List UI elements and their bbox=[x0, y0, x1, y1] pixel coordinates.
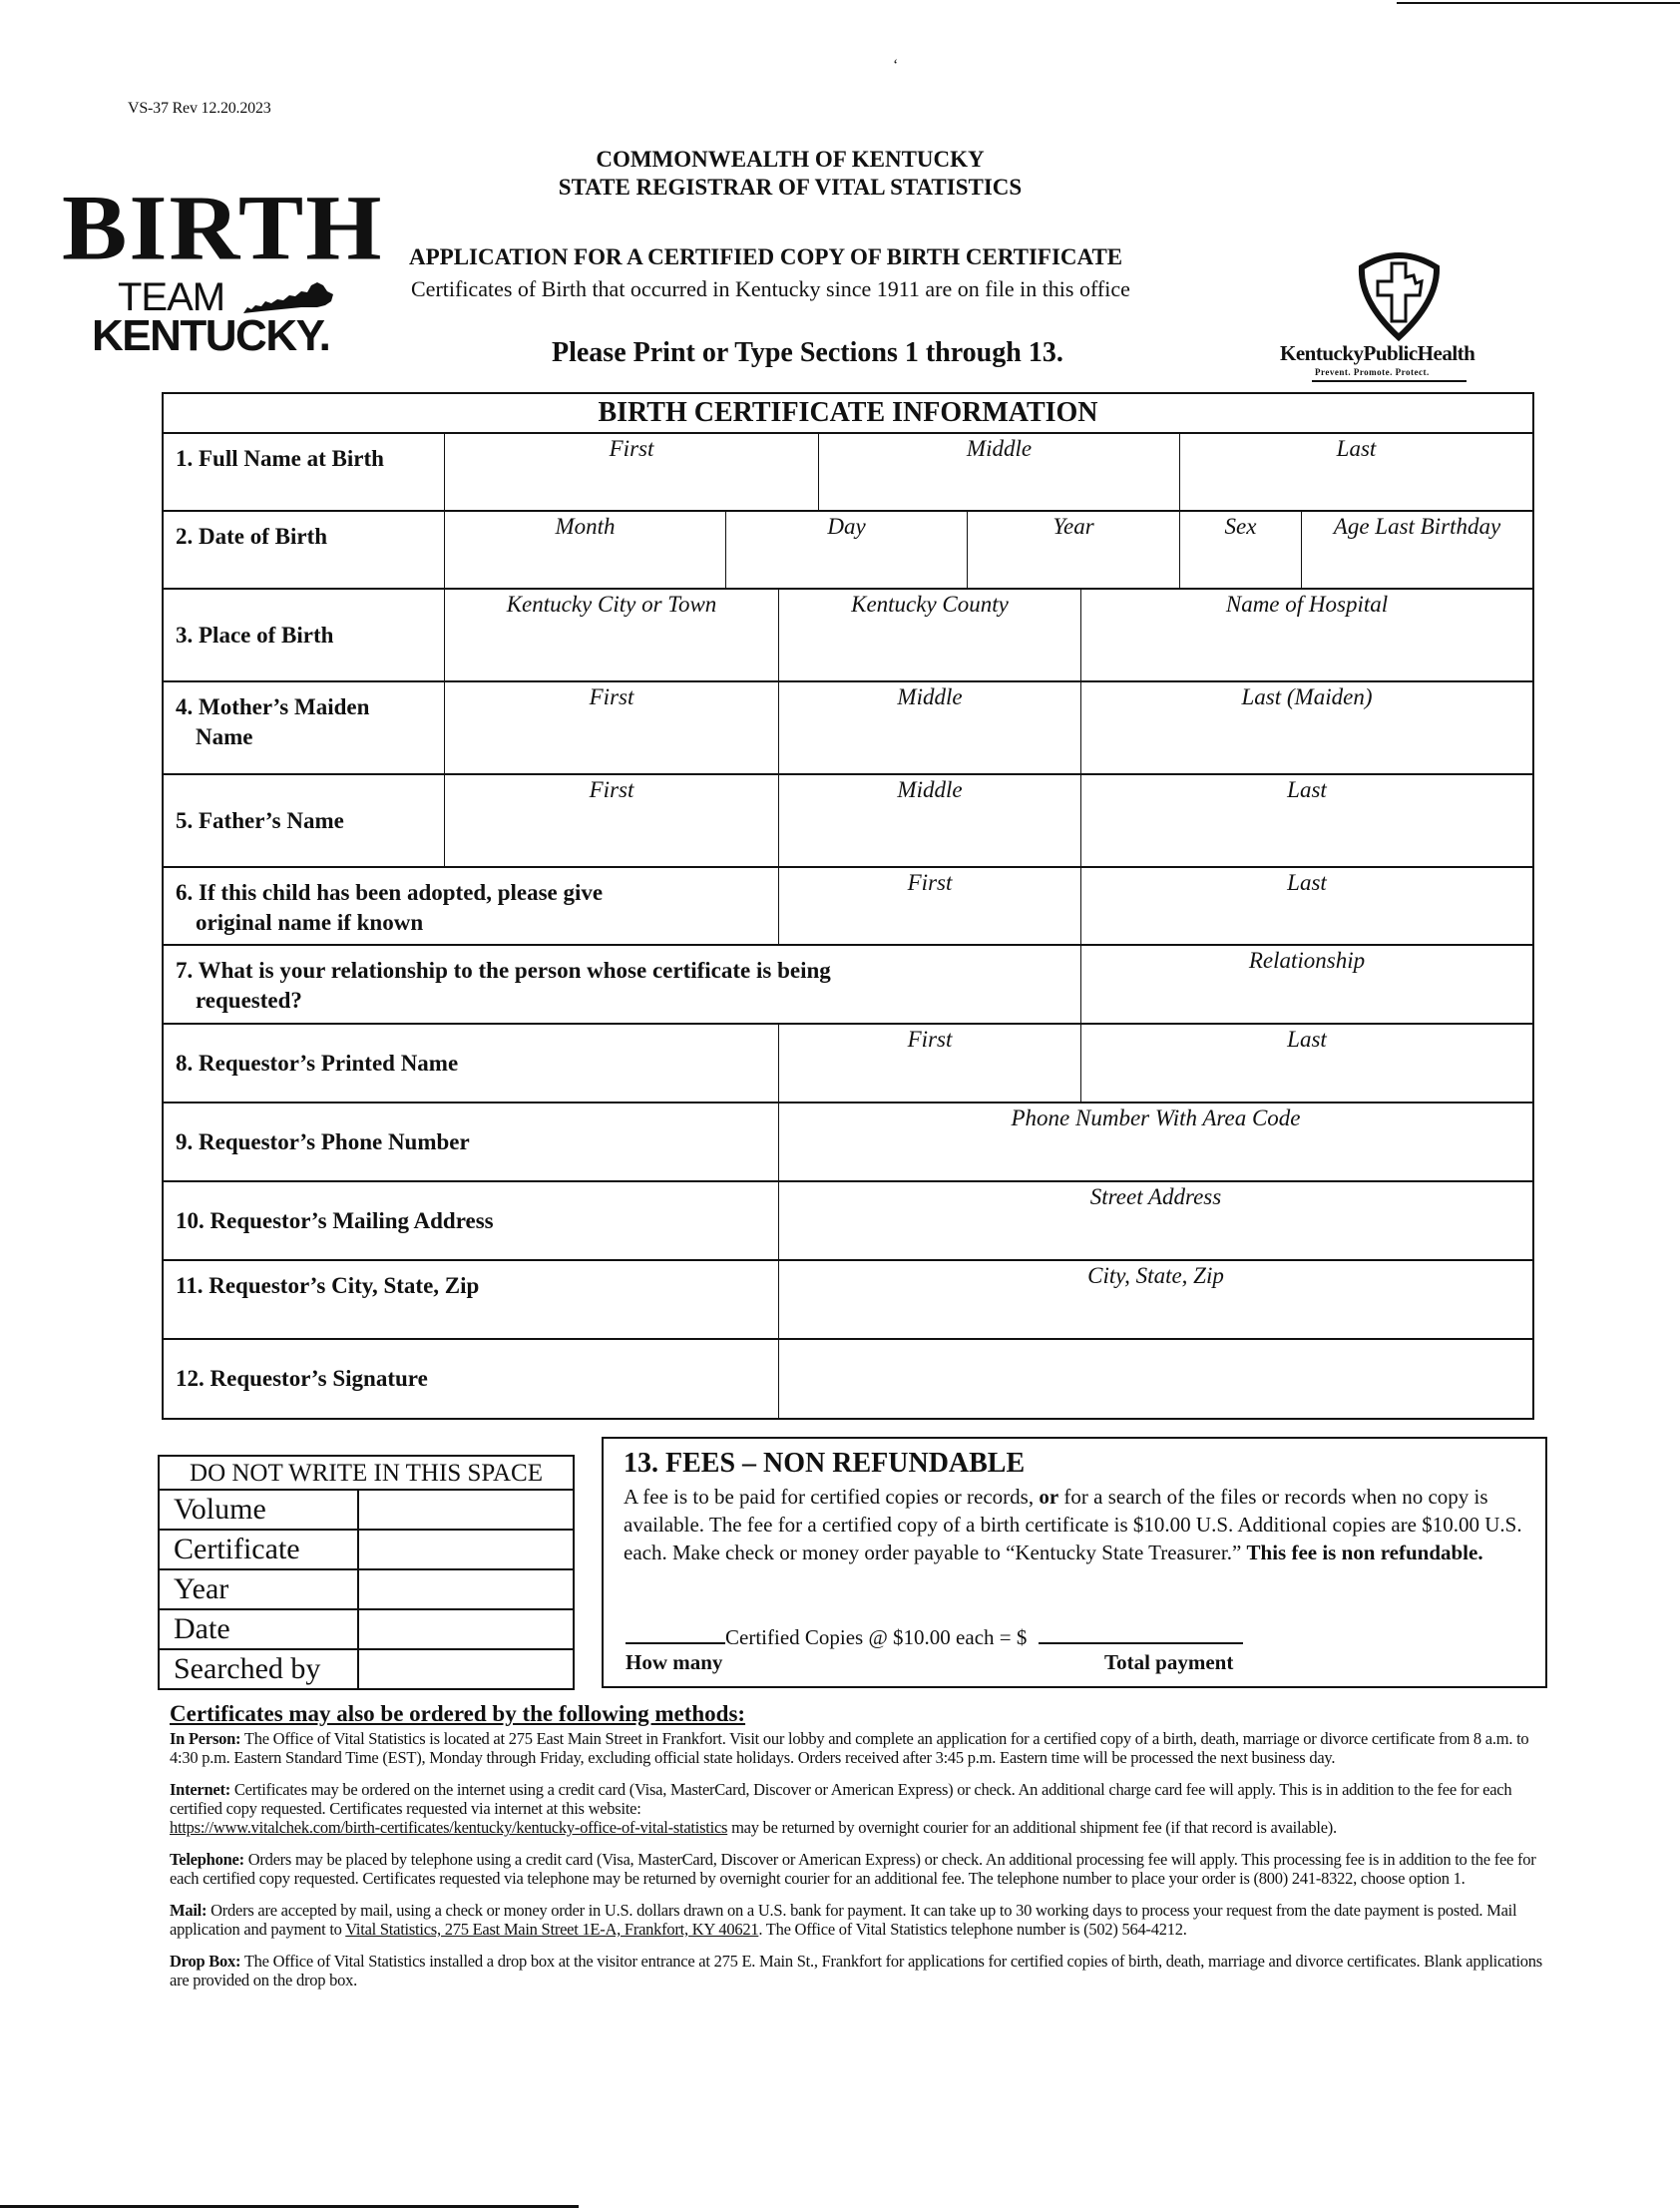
calc-text: Certified Copies @ $10.00 each = $ bbox=[725, 1625, 1028, 1649]
birth-logo: BIRTH bbox=[62, 177, 384, 280]
original-first-name-field[interactable] bbox=[778, 868, 1080, 944]
age-last-birthday-field[interactable] bbox=[1301, 512, 1532, 588]
field-label: 2. Date of Birth bbox=[176, 524, 328, 549]
scan-edge-line bbox=[1397, 2, 1680, 4]
method-text: . The Office of Vital Statistics telephone number is (502) 564-4212. bbox=[758, 1920, 1187, 1939]
searched-by-field bbox=[359, 1650, 573, 1688]
office-row-label: Year bbox=[160, 1570, 359, 1608]
field-caption: Last bbox=[1287, 777, 1327, 802]
office-use-box bbox=[158, 1455, 575, 1690]
last-name-field[interactable] bbox=[1179, 434, 1532, 510]
field-caption: Phone Number With Area Code bbox=[1011, 1105, 1301, 1130]
agency-line-2: STATE REGISTRAR OF VITAL STATISTICS bbox=[558, 174, 1023, 200]
table-title: BIRTH CERTIFICATE INFORMATION bbox=[164, 394, 1532, 434]
fees-description bbox=[624, 1483, 1526, 1566]
sex-field[interactable] bbox=[1179, 512, 1301, 588]
field-caption: Last (Maiden) bbox=[1241, 684, 1373, 709]
field-label bbox=[164, 682, 444, 773]
field-label: 1. Full Name at Birth bbox=[176, 446, 384, 471]
field-caption: Middle bbox=[897, 777, 963, 802]
agency-heading bbox=[0, 146, 1680, 201]
birth-year-field[interactable] bbox=[967, 512, 1179, 588]
method-label: Mail: bbox=[170, 1901, 208, 1920]
method-drop-box bbox=[170, 1952, 1546, 1989]
field-caption: Day bbox=[827, 514, 866, 539]
row-mothers-maiden-name bbox=[164, 682, 1532, 775]
field-caption: Kentucky City or Town bbox=[506, 592, 717, 617]
mother-maiden-last-name-field[interactable] bbox=[1080, 682, 1532, 773]
father-first-name-field[interactable] bbox=[444, 775, 778, 866]
field-caption: Month bbox=[555, 514, 616, 539]
non-refundable-notice: This fee is non refundable. bbox=[1246, 1541, 1483, 1564]
form-id: VS-37 Rev 12.20.2023 bbox=[128, 100, 271, 117]
methods-heading: Certificates may also be ordered by the following methods: bbox=[170, 1701, 746, 1726]
scan-mark: ‘ bbox=[893, 57, 899, 74]
label-line-1: 7. What is your relationship to the person whose certificate is being bbox=[176, 958, 831, 983]
hospital-name-field[interactable] bbox=[1080, 590, 1532, 680]
date-field bbox=[359, 1610, 573, 1648]
birth-day-field[interactable] bbox=[725, 512, 967, 588]
certificate-field bbox=[359, 1531, 573, 1568]
field-caption: Last bbox=[1287, 1027, 1327, 1052]
field-caption: City, State, Zip bbox=[1087, 1263, 1224, 1288]
team-kentucky-team: TEAM bbox=[118, 275, 225, 319]
birth-certificate-info-table bbox=[162, 392, 1534, 1420]
relationship-field[interactable] bbox=[1080, 946, 1532, 1023]
method-text: may be returned by overnight courier for an additional shipment fee (if that record is available). bbox=[727, 1818, 1337, 1837]
field-caption: Year bbox=[1052, 514, 1094, 539]
kentucky-state-icon bbox=[241, 279, 336, 315]
application-title: APPLICATION FOR A CERTIFIED COPY OF BIRTH CERTIFICATE bbox=[409, 244, 1123, 269]
field-caption: Relationship bbox=[1248, 948, 1366, 973]
requestor-first-name-field[interactable] bbox=[778, 1025, 1080, 1102]
year-field bbox=[359, 1570, 573, 1608]
father-last-name-field[interactable] bbox=[1080, 775, 1532, 866]
label-line-2: original name if known bbox=[196, 910, 424, 935]
total-payment-input[interactable] bbox=[1039, 1622, 1243, 1644]
field-caption: First bbox=[589, 777, 634, 802]
field-caption: Sex bbox=[1224, 514, 1257, 539]
mailing-address: Vital Statistics, 275 East Main Street 1E-A, Frankfort, KY 40621 bbox=[345, 1920, 759, 1939]
row-requestor-city-state-zip bbox=[164, 1261, 1532, 1340]
requestor-last-name-field[interactable] bbox=[1080, 1025, 1532, 1102]
label-line-2: Name bbox=[196, 724, 253, 749]
field-caption: Middle bbox=[966, 436, 1033, 461]
field-caption: First bbox=[907, 870, 953, 895]
fees-box bbox=[602, 1437, 1547, 1688]
middle-name-field[interactable] bbox=[818, 434, 1179, 510]
field-label: 3. Place of Birth bbox=[176, 622, 334, 648]
fee-calculation-line bbox=[626, 1622, 1243, 1650]
office-row-label: Searched by bbox=[160, 1650, 359, 1688]
team-kentucky-wordmark: KENTUCKY. bbox=[92, 311, 330, 360]
method-internet bbox=[170, 1780, 1546, 1837]
method-text: The Office of Vital Statistics is located at 275 East Main Street in Frankfort. Visit our lobby and complete an application for a certified copy of a birth, death, marriage or divorce certificate from 8 a.m. to 4:30 p.m. Eastern Standard Time (EST), Monday through Friday, excluding official state holidays. Orders received after 3:45 p.m. Eastern time will be processed the next business day. bbox=[170, 1729, 1529, 1767]
row-adoption-original-name bbox=[164, 868, 1532, 946]
label-line-1: 6. If this child has been adopted, please give bbox=[176, 880, 604, 905]
label-line-2: requested? bbox=[196, 988, 302, 1013]
method-label: In Person: bbox=[170, 1729, 241, 1748]
kentucky-public-health-shield-icon bbox=[1352, 249, 1447, 341]
mother-first-name-field[interactable] bbox=[444, 682, 778, 773]
agency-line-1: COMMONWEALTH OF KENTUCKY bbox=[596, 147, 985, 172]
office-use-title: DO NOT WRITE IN THIS SPACE bbox=[160, 1457, 573, 1491]
field-caption: Age Last Birthday bbox=[1333, 514, 1501, 539]
method-text: Orders are accepted by mail, using a check or money order in U.S. dollars drawn on a U.S. bank for payment. It can take up to 30 working days to process your request from the date payment is posted. Mail application and payment to bbox=[170, 1901, 1517, 1939]
city-or-town-field[interactable] bbox=[444, 590, 778, 680]
row-requestor-phone bbox=[164, 1104, 1532, 1182]
method-label: Internet: bbox=[170, 1780, 230, 1799]
row-place-of-birth bbox=[164, 590, 1532, 682]
field-label: 8. Requestor’s Printed Name bbox=[176, 1050, 459, 1076]
print-instruction: Please Print or Type Sections 1 through 13. bbox=[552, 337, 1063, 368]
volume-field bbox=[359, 1491, 573, 1529]
method-text: Orders may be placed by telephone using a credit card (Visa, MasterCard, Discover or American Express) or check. An additional processing fee will apply. This processing fee is in addition to the fee for each certified copy requested. Certificates requested via telephone may be returned by overnight courier for an additional fee. The telephone number to place your order is (800) 241-8322, choose option 1. bbox=[170, 1850, 1536, 1888]
office-row bbox=[160, 1610, 573, 1650]
row-requestor-signature bbox=[164, 1340, 1532, 1418]
street-address-field[interactable] bbox=[778, 1182, 1532, 1259]
row-date-of-birth bbox=[164, 512, 1532, 590]
field-label: 10. Requestor’s Mailing Address bbox=[176, 1207, 494, 1233]
mother-middle-name-field[interactable] bbox=[778, 682, 1080, 773]
field-label bbox=[164, 946, 1080, 1023]
field-label: 5. Father’s Name bbox=[176, 807, 344, 833]
label-line-1: 4. Mother’s Maiden bbox=[176, 694, 370, 719]
county-field[interactable] bbox=[778, 590, 1080, 680]
field-caption: Middle bbox=[897, 684, 963, 709]
office-row bbox=[160, 1650, 573, 1688]
office-row-label: Volume bbox=[160, 1491, 359, 1529]
method-telephone bbox=[170, 1850, 1546, 1888]
field-caption: First bbox=[907, 1027, 953, 1052]
first-name-field[interactable] bbox=[444, 434, 818, 510]
method-label: Drop Box: bbox=[170, 1952, 241, 1971]
office-row bbox=[160, 1491, 573, 1531]
field-caption: Name of Hospital bbox=[1225, 592, 1389, 617]
application-subtitle: Certificates of Birth that occurred in Kentucky since 1911 are on file in this office bbox=[411, 276, 1130, 301]
office-row-label: Certificate bbox=[160, 1531, 359, 1568]
row-requestor-name bbox=[164, 1025, 1532, 1104]
field-label: 12. Requestor’s Signature bbox=[176, 1366, 428, 1391]
how-many-label: How many bbox=[626, 1650, 723, 1674]
original-last-name-field[interactable] bbox=[1080, 868, 1532, 944]
field-caption: Street Address bbox=[1089, 1184, 1222, 1209]
kentucky-public-health-tagline: Prevent. Promote. Protect. bbox=[1315, 367, 1430, 377]
row-requestor-mailing-address bbox=[164, 1182, 1532, 1261]
field-caption: Last bbox=[1287, 870, 1327, 895]
field-label: 11. Requestor’s City, State, Zip bbox=[176, 1273, 480, 1298]
how-many-input[interactable] bbox=[626, 1622, 725, 1644]
row-relationship bbox=[164, 946, 1532, 1025]
field-label bbox=[164, 868, 778, 944]
total-payment-label: Total payment bbox=[1104, 1650, 1234, 1674]
row-full-name bbox=[164, 434, 1532, 512]
phone-number-field[interactable] bbox=[778, 1104, 1532, 1180]
fees-text: for a search of the files or records when no copy is available. The fee for a certified copy of a birth certificate is $10.00 U.S. Additional copies are $10.00 U.S. each. Make check or money order payable to “Kentucky State Treasurer.” bbox=[624, 1485, 1522, 1564]
ordering-methods bbox=[170, 1701, 1546, 2002]
field-caption: First bbox=[609, 436, 654, 461]
method-mail bbox=[170, 1901, 1546, 1939]
method-in-person bbox=[170, 1729, 1546, 1767]
method-label: Telephone: bbox=[170, 1850, 244, 1869]
fees-text-emphasis: or bbox=[1039, 1485, 1059, 1509]
office-row-label: Date bbox=[160, 1610, 359, 1648]
kentucky-public-health-name: KentuckyPublicHealth bbox=[1280, 341, 1475, 365]
office-row bbox=[160, 1531, 573, 1570]
fees-text: A fee is to be paid for certified copies or records, bbox=[624, 1485, 1040, 1509]
vitalchek-link[interactable]: https://www.vitalchek.com/birth-certificates/kentucky/kentucky-office-of-vital-statistics bbox=[170, 1818, 728, 1837]
row-fathers-name bbox=[164, 775, 1532, 868]
field-caption: Kentucky County bbox=[851, 592, 1009, 617]
method-text: Certificates may be ordered on the internet using a credit card (Visa, MasterCard, Discover or American Express) or check. An additional charge card fee will apply. This is in addition to the fee for each certified copy requested. Certificates requested via internet at this website: bbox=[170, 1780, 1512, 1818]
office-row bbox=[160, 1570, 573, 1610]
method-text: The Office of Vital Statistics installed a drop box at the visitor entrance at 275 E. Main St., Frankfort for applications for certified copies of birth, death, marriage and divorce certificates. Blank applications are provided on the drop box. bbox=[170, 1952, 1542, 1989]
divider bbox=[1312, 380, 1467, 382]
field-caption: First bbox=[589, 684, 634, 709]
birth-month-field[interactable] bbox=[444, 512, 725, 588]
fees-title: 13. FEES – NON REFUNDABLE bbox=[624, 1448, 1026, 1479]
field-label: 9. Requestor’s Phone Number bbox=[176, 1128, 470, 1154]
signature-field[interactable] bbox=[778, 1340, 1532, 1418]
city-state-zip-field[interactable] bbox=[778, 1261, 1532, 1338]
field-caption: Last bbox=[1336, 436, 1377, 461]
father-middle-name-field[interactable] bbox=[778, 775, 1080, 866]
